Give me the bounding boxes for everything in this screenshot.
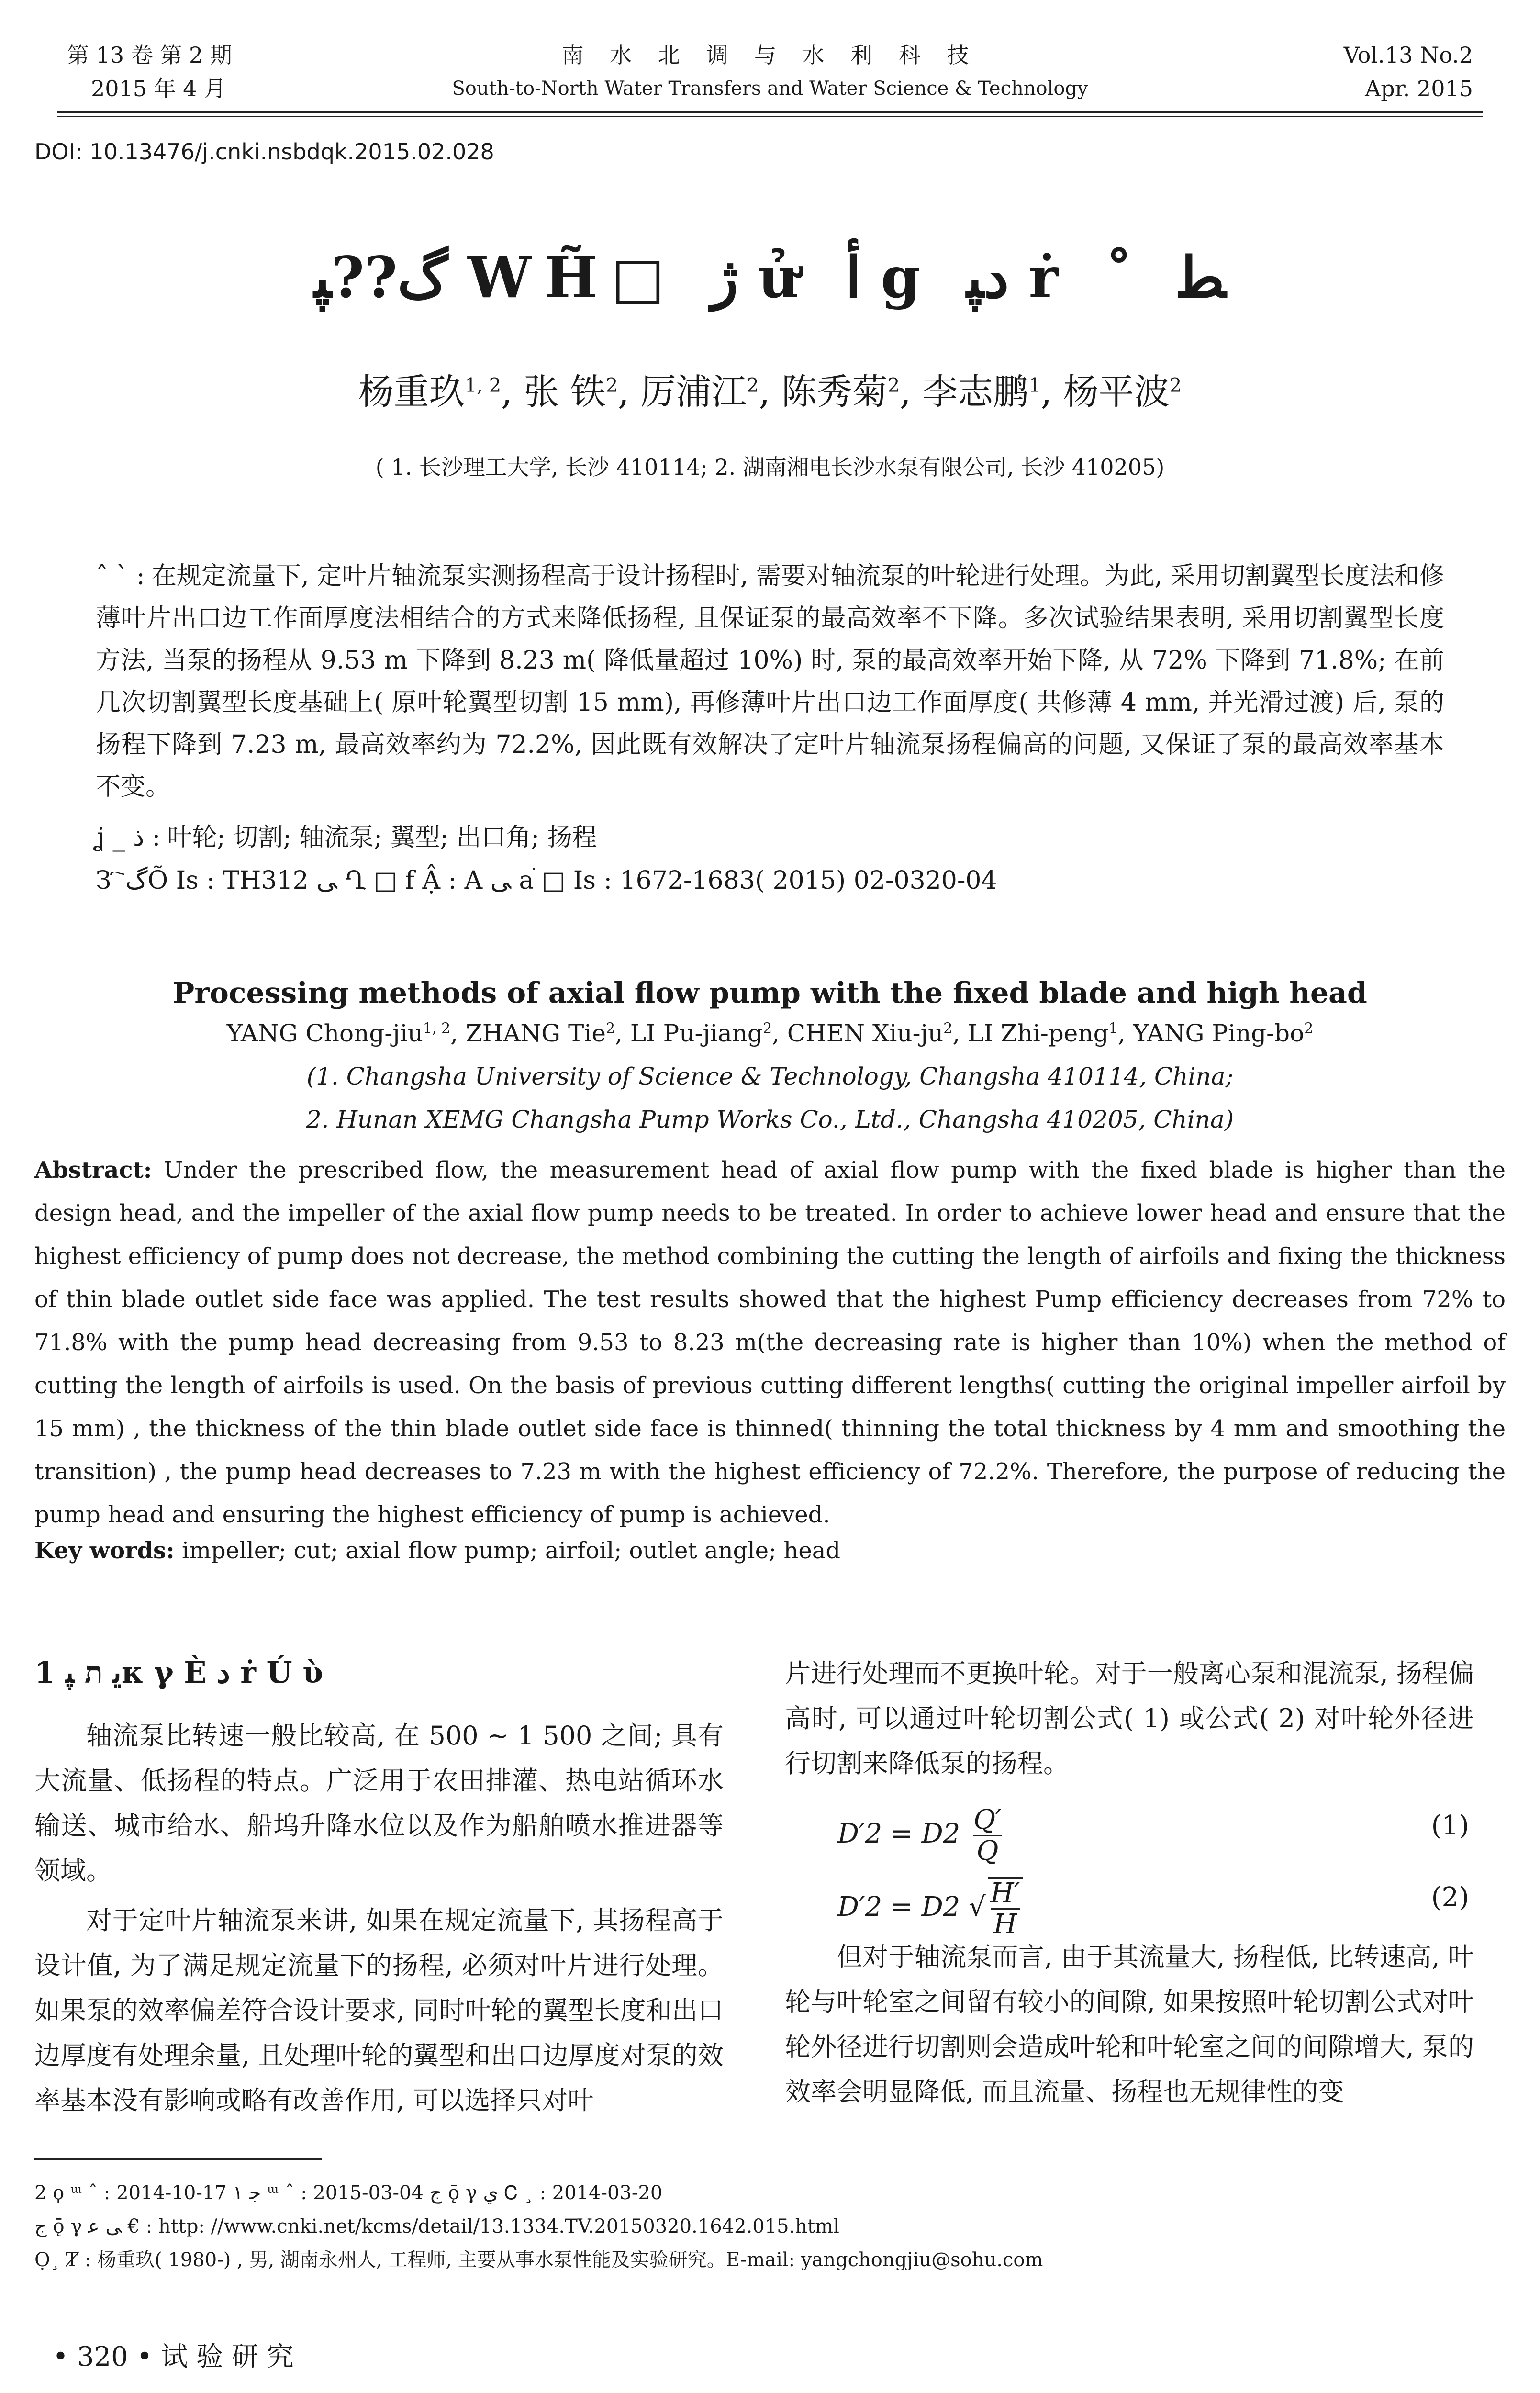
body-column-right — [785, 1651, 1474, 2119]
author-sup: 2 — [762, 1020, 772, 1037]
date-cn: 2015 年 4 月 — [91, 76, 226, 101]
affiliation-en-2: 2. Hunan XEMG Changsha Pump Works Co., Ltd., Changsha 410205, China) — [306, 1106, 1234, 1133]
footnote-author: Ọ¸ Ⱦ : 杨重玖( 1980-) , 男, 湖南永州人, 工程师, 主要从事水泵性能及实验研究。E-mail: yangchongjiu@sohu.com — [34, 2249, 1043, 2271]
equation-2-body — [837, 1877, 1023, 1939]
author-sup: 2 — [605, 374, 618, 397]
author-sup: 2 — [943, 1020, 953, 1037]
author-cn: 张 铁 — [524, 371, 606, 413]
title-cn: ﮒ??ﭙ WH̃□ ﮊ ử ﺃ g ﺩﭙ ṙ ˚ ﻄ — [314, 244, 1226, 311]
sqrt-icon: √ — [969, 1891, 986, 1923]
author-en: LI Pu-jiang — [630, 1019, 763, 1047]
header-rule-thin — [57, 116, 1483, 117]
doi: DOI: 10.13476/j.cnki.nsbdqk.2015.02.028 — [34, 139, 494, 165]
fraction-numerator: H′ — [990, 1878, 1020, 1909]
abstract-en-text: Under the prescribed flow, the measurement head of axial flow pump with the fixed blade is higher than the design head, and the impeller of the axial flow pump needs to be treated. In order to achieve lower head and ensure that the highest efficiency of pump does not decrease, the method combining the cutting the length of airfoils and fixing the thickness of thin blade outlet side face was applied. The test results showed that the highest Pump efficiency decreases from 72% to 71.8% with the pump head decreasing from 9.53 to 8.23 m(the decreasing rate is higher than 10%) when the method of cutting the length of airfoils is used. On the basis of previous cutting different lengths( cutting the original impeller airfoil by 15 mm) , the thickness of the thin blade outlet side face is thinned( thinning the total thickness by 4 mm and smoothing the transition) , the pump head decreases to 7.23 m with the highest efficiency of 72.2%. Therefore, the purpose of reducing the pump head and ensuring the highest efficiency of pump is achieved. — [34, 1157, 1506, 1528]
header-center — [67, 38, 1473, 105]
author-sup: 1, 2 — [464, 374, 502, 397]
author-cn: 厉浦江 — [640, 371, 747, 413]
author-cn: 杨重玖 — [358, 371, 465, 413]
affiliation-cn: ( 1. 长沙理工大学, 长沙 410114; 2. 湖南湘电长沙水泵有限公司, 长沙 410205) — [375, 454, 1165, 480]
journal-name-en: South-to-North Water Transfers and Water Science & Technology — [452, 78, 1088, 100]
keywords-cn — [96, 818, 1444, 857]
keywords-en-text: impeller; cut; axial flow pump; airfoil; outlet angle; head — [182, 1537, 841, 1564]
header-right — [1344, 38, 1473, 105]
author-en: ZHANG Tie — [465, 1019, 606, 1047]
author-sup: 2 — [605, 1020, 615, 1037]
fraction-numerator: Q′ — [973, 1804, 1002, 1835]
equation-1 — [785, 1791, 1474, 1867]
abstract-cn — [96, 555, 1444, 808]
author-sup: 1, 2 — [423, 1020, 451, 1037]
keywords-en-label: Key words: — [34, 1537, 175, 1564]
author-cn: 杨平波 — [1063, 371, 1170, 413]
date-en: Apr. 2015 — [1365, 76, 1473, 101]
keywords-cn-text: 叶轮; 切割; 轴流泵; 翼型; 出口角; 扬程 — [167, 823, 597, 852]
title-en: Processing methods of axial flow pump with the fixed blade and high head — [173, 976, 1367, 1010]
abstract-cn-label: ˆ ˋ : — [96, 562, 145, 591]
author-sup: 1 — [1108, 1020, 1118, 1037]
equation-1-body — [837, 1805, 1002, 1866]
body-paragraph: 对于定叶片轴流泵来讲, 如果在规定流量下, 其扬程高于设计值, 为了满足规定流量下的扬程, 必须对叶片进行处理。如果泵的效率偏差符合设计要求, 同时叶轮的翼型长度和出口边厚度有处理余量, 且处理叶轮的翼型和出口边厚度对泵的效率基本没有影响或略有改善作用, 可以选择只对叶 — [34, 1905, 724, 2115]
keywords-cn-label: ʝ _ ﺫ : — [96, 823, 161, 852]
author-sup: 1 — [1028, 374, 1041, 397]
affiliation-en-1: (1. Changsha University of Science & Technology, Changsha 410114, China; — [306, 1062, 1234, 1090]
footnote-dates: 2 ϙ ᵚ ˆ : 2014-10-17 ﺟ ۱ ᵚ ˆ : 2015-03-04 ﺝ ǭ γ ﻱ Ꮯ ¸ : 2014-03-20 — [34, 2182, 663, 2204]
volume-cn: 第 13 卷 第 2 期 — [67, 42, 232, 68]
abstract-en-label: Abstract: — [34, 1157, 152, 1184]
author-sup: 2 — [887, 374, 900, 397]
fraction-denominator: H — [993, 1909, 1017, 1940]
body-paragraph: 轴流泵比转速一般比较高, 在 500 ~ 1 500 之间; 具有大流量、低扬程的特点。广泛用于农田排灌、热电站循环水输送、城市给水、船坞升降水位以及作为船舶喷水推进器等领域。 — [34, 1721, 724, 1886]
equation-fraction — [973, 1805, 1002, 1866]
page-number: • 320 • 试 验 研 究 — [53, 2341, 294, 2372]
equation-lhs: D′2 = D2 — [837, 1818, 960, 1849]
body-paragraph: 但对于轴流泵而言, 由于其流量大, 扬程低, 比转速高, 叶轮与叶轮室之间留有较小的间隙, 如果按照叶轮切割公式对叶轮外径进行切割则会造成叶轮和叶轮室之间的间隙增大, 泵的效率会明显降低, 而且流量、扬程也无规律性的变 — [785, 1942, 1474, 2107]
author-en: YANG Chong-jiu — [226, 1019, 423, 1047]
authors-en: YANG Chong-jiu$^{1, 2}$, ZHANG Tie$^2$, LI Pu-jiang$^2$, CHEN Xiu-$ju^2$, LI Zhi-peng$^1$, YANG Ping-$bo^2$ — [226, 1019, 1314, 1047]
authors-cn: 杨重玖$^{1, 2}$, 张 铁$^2$, 厉浦江$^2$, 陈秀菊$^2$, 李志鹏$^1$, 杨平波$^2$ — [358, 371, 1182, 413]
equation-number: (2) — [1431, 1882, 1469, 1913]
author-sup: 2 — [1304, 1020, 1314, 1037]
abstract-en — [34, 1149, 1506, 1536]
author-cn: 陈秀菊 — [781, 371, 888, 413]
header-rule — [57, 111, 1483, 113]
equation-number: (1) — [1431, 1810, 1469, 1841]
author-en: LI Zhi-peng — [968, 1019, 1109, 1047]
body-column-left — [34, 1651, 724, 2128]
fraction-denominator: Q — [976, 1835, 999, 1867]
keywords-en — [34, 1532, 1506, 1570]
body-paragraph: 片进行处理而不更换叶轮。对于一般离心泵和混流泵, 扬程偏高时, 可以通过叶轮切割公式( 1) 或公式( 2) 对叶轮外径进行切割来降低泵的扬程。 — [785, 1658, 1474, 1778]
journal-name-cn: 南 水 北 调 与 水 利 科 技 — [561, 42, 979, 68]
author-en: CHEN Xiu-ju — [787, 1019, 944, 1047]
sqrt-radicand — [988, 1877, 1023, 1939]
equation-2 — [785, 1863, 1474, 1940]
author-sup: 2 — [747, 374, 759, 397]
abstract-cn-text: 在规定流量下, 定叶片轴流泵实测扬程高于设计扬程时, 需要对轴流泵的叶轮进行处理。为此, 采用切割翼型长度法和修薄叶片出口边工作面厚度法相结合的方式来降低扬程, 且保证泵的最高效率不下降。多次试验结果表明, 采用切割翼型长度方法, 当泵的扬程从 9.53 m 下降到 8.23 m( 降低量超过 10%) 时, 泵的最高效率开始下降, 从 72% 下降到 71.8%; 在前几次切割翼型长度基础上( 原叶轮翼型切割 15 mm), 再修薄叶片出口边工作面厚度( 共修薄 4 mm, 并光滑过渡) 后, 泵的扬程下降到 7.23 m, 最高效率约为 72.2%, 因此既有效解决了定叶片轴流泵扬程偏高的问题, 又保证了泵的最高效率基本不变。 — [96, 562, 1444, 801]
author-en: YANG Ping-bo — [1133, 1019, 1305, 1047]
footnote-rule — [34, 2158, 322, 2160]
author-sup: 2 — [1169, 374, 1182, 397]
equation-fraction — [991, 1879, 1020, 1939]
volume-en: Vol.13 No.2 — [1343, 42, 1473, 68]
section-heading: 1 ﯾ ת ﭙκ γ Ѐ ﺩ ṙ Ú ὺ — [34, 1655, 324, 1690]
classification-line: З ҇ ﮒÕ Is : TH312 ﻰ Ղ □ f Ậ : A ﻰ aׄ □ Is : 1672-1683( 2015) 02-0320-04 — [96, 866, 997, 895]
equation-lhs: D′2 = D2 — [837, 1891, 960, 1923]
author-cn: 李志鹏 — [922, 371, 1029, 413]
footnote-url: ﺝ ǭ γ ﻰ ﻋ € : http: //www.cnki.net/kcms/detail/13.1334.TV.20150320.1642.015.html — [34, 2215, 839, 2237]
running-header — [67, 38, 1473, 105]
